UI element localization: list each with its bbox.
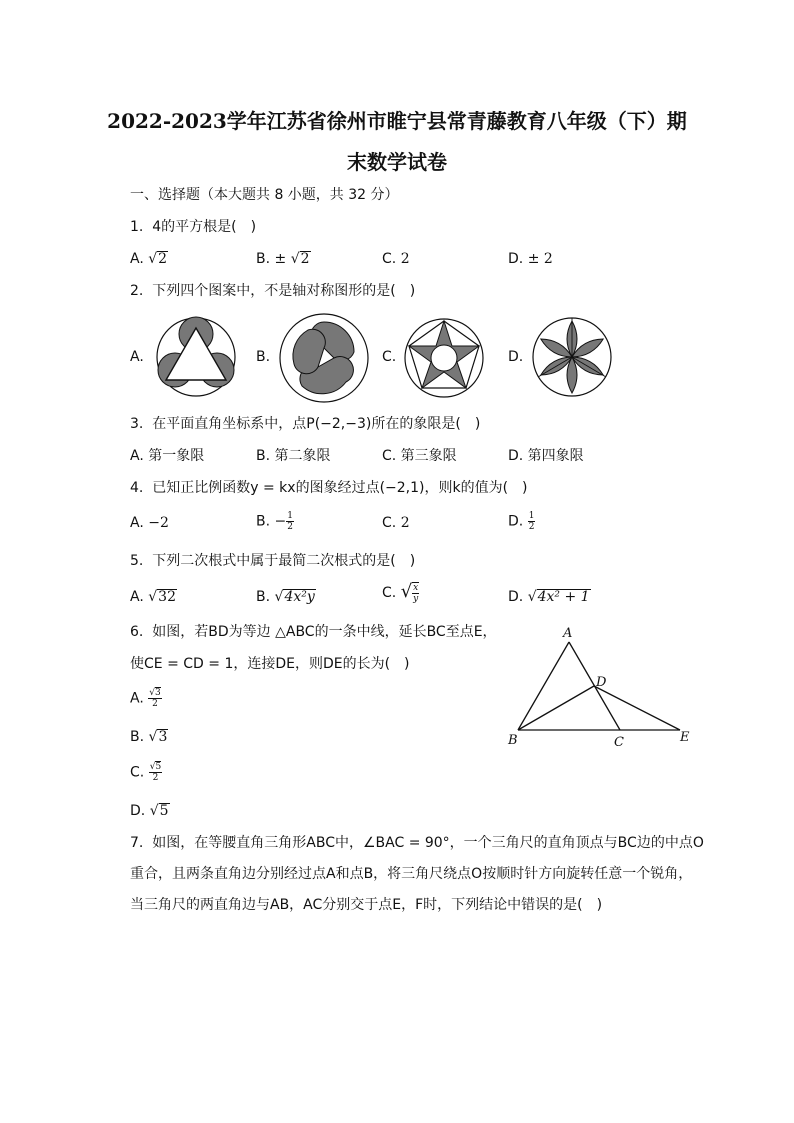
q5-option-c[interactable]: C. √ $\frac{x}{y}$: [382, 581, 419, 604]
q3-option-a[interactable]: A. 第一象限: [130, 448, 205, 464]
three-comma-figure[interactable]: [278, 312, 370, 404]
vertex-label-d: D: [596, 675, 607, 690]
question-6-line2: 使CE = CD = 1，连接DE，则DE的长为( ): [130, 656, 410, 672]
q2-label-a: A.: [130, 349, 144, 365]
q2-label-c: C.: [382, 349, 397, 365]
question-7-line3: 当三角尺的两直角边与AB，AC分别交于点E，F时，下列结论中错误的是( ): [130, 897, 603, 913]
q1-option-a[interactable]: A. √2: [130, 251, 168, 267]
page-title-line2: 末数学试卷: [347, 150, 447, 174]
vertex-label-a: A: [563, 626, 573, 641]
q2-label-d: D.: [508, 349, 524, 365]
question-6: 6. 如图，若BD为等边 △ABC的一条中线，延长BC至点E，: [130, 624, 497, 640]
vertex-label-e: E: [680, 730, 690, 745]
q5-option-a[interactable]: A. √32: [130, 589, 176, 605]
triangle-figure: [500, 620, 700, 750]
vertex-label-b: B: [508, 733, 518, 748]
vertex-label-c: C: [614, 735, 624, 750]
q3-option-c[interactable]: C. 第三象限: [382, 448, 457, 464]
question-3: 3. 在平面直角坐标系中，点P(−2,−3)所在的象限是( ): [130, 416, 481, 432]
question-2: 2. 下列四个图案中，不是轴对称图形的是( ): [130, 283, 416, 299]
question-1: [130, 218, 256, 236]
question-number: 1.: [130, 219, 144, 235]
q5-option-b[interactable]: B. √4x²y: [256, 589, 315, 605]
section-heading: 一、选择题（本大题共 8 小题，共 32 分）: [130, 187, 399, 203]
pentagon-star-figure[interactable]: [402, 316, 486, 398]
question-7-line2: 重合，且两条直角边分别经过点A和点B，将三角尺绕点O按顺时针方向旋转任意一个锐角，: [130, 866, 693, 882]
page-title: 2022-2023学年江苏省徐州市睢宁县常青藤教育八年级（下）期: [107, 109, 687, 133]
q6-option-d[interactable]: D. √5: [130, 803, 169, 819]
circle-triangle-figure[interactable]: [152, 316, 240, 398]
q1-option-c[interactable]: C. 2: [382, 251, 410, 267]
q2-label-b: B.: [256, 349, 271, 365]
q6-option-b[interactable]: B. √3: [130, 729, 168, 745]
q1-option-b[interactable]: B. ± √2: [256, 251, 310, 267]
q5-option-d[interactable]: D. √4x² + 1: [508, 589, 590, 605]
q1-option-d[interactable]: D. ± 2: [508, 251, 553, 267]
q4-option-a[interactable]: A. −2: [130, 515, 169, 531]
q4-option-b[interactable]: B. − $\frac{1}{2}$: [256, 511, 293, 532]
question-text: 4的平方根是( ): [152, 219, 257, 235]
q4-option-d[interactable]: D. $\frac{1}{2}$: [508, 511, 535, 532]
q6-option-a[interactable]: A. $\frac{√3}{2}$: [130, 688, 161, 709]
q4-option-c[interactable]: C. 2: [382, 515, 410, 531]
q3-option-b[interactable]: B. 第二象限: [256, 448, 331, 464]
q6-option-c[interactable]: C. $\frac{√5}{2}$: [130, 762, 162, 783]
q3-option-d[interactable]: D. 第四象限: [508, 448, 584, 464]
six-petal-flower-figure[interactable]: [530, 316, 614, 398]
question-4: 4. 已知正比例函数y = kx的图象经过点(−2,1)，则k的值为( ): [130, 480, 528, 496]
question-5: 5. 下列二次根式中属于最简二次根式的是( ): [130, 553, 416, 569]
question-7: 7. 如图，在等腰直角三角形ABC中，∠BAC = 90°，一个三角尺的直角顶点与BC边的中点O: [130, 835, 704, 851]
